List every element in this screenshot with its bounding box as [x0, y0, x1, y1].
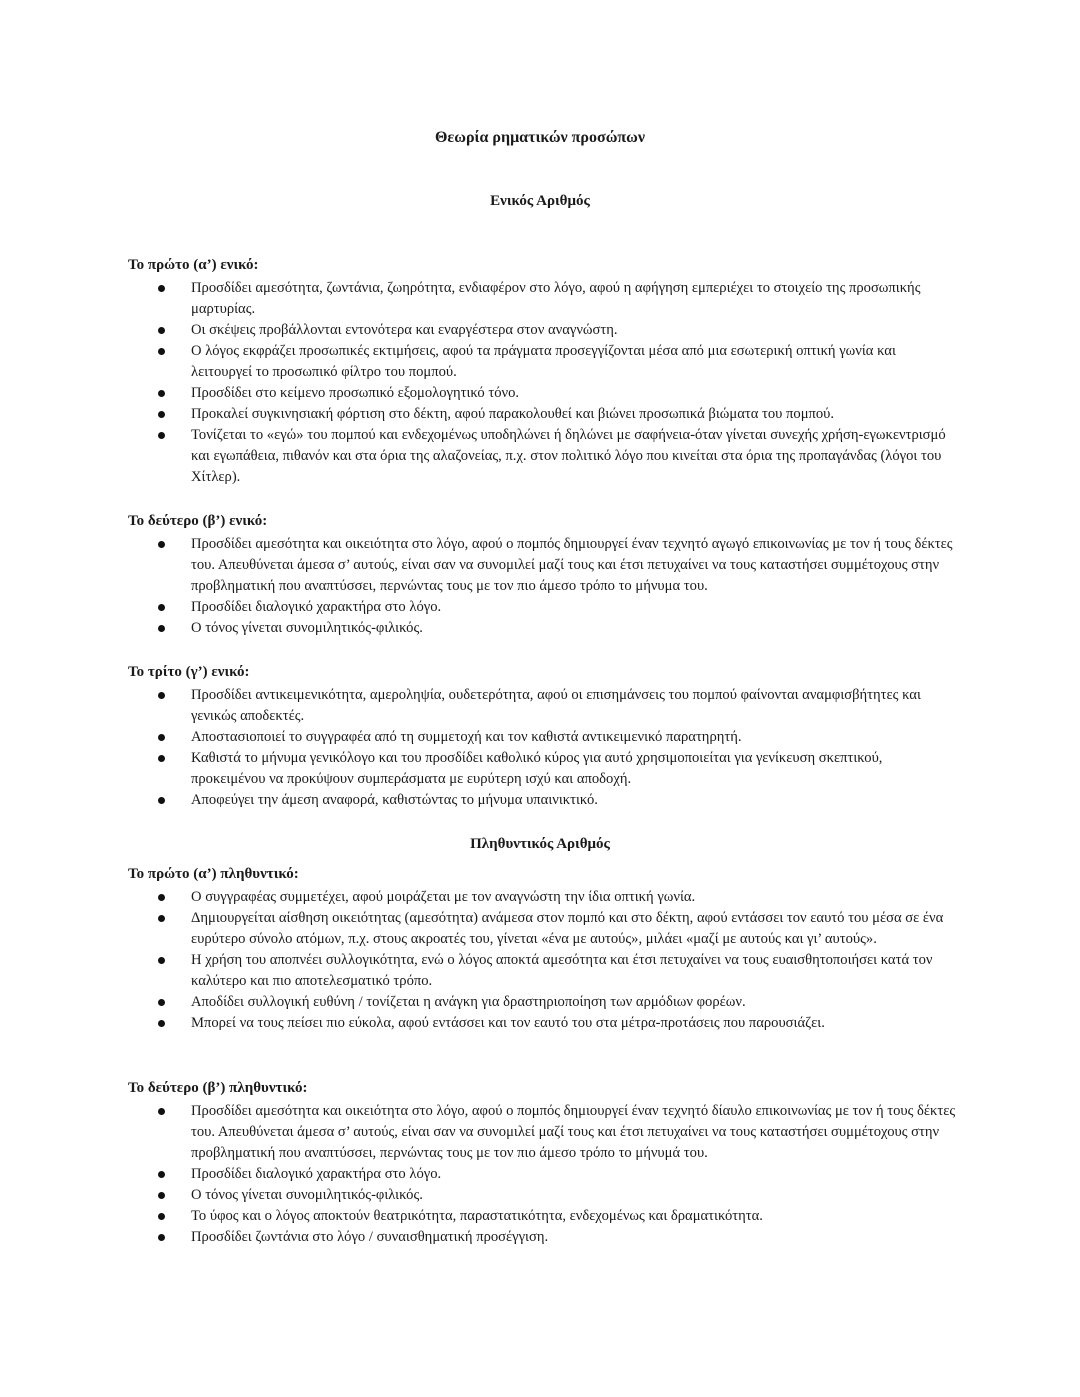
bullet-icon — [158, 1108, 165, 1115]
bullet-icon — [158, 1213, 165, 1220]
section-heading: Το πρώτο (α’) ενικό: — [128, 257, 259, 273]
bullet-icon — [158, 604, 165, 611]
bullet-list — [128, 1101, 958, 1248]
list-item — [128, 404, 958, 425]
section-heading: Το δεύτερο (β’) ενικό: — [128, 513, 268, 529]
list-item-text: Προσδίδει στο κείμενο προσωπικό εξομολογητικό τόνο. — [191, 385, 520, 401]
list-item-text: Αποδίδει συλλογική ευθύνη / τονίζεται η ανάγκη για δραστηριοποίηση των αρμόδιων φορέων. — [191, 994, 746, 1010]
list-item — [128, 908, 958, 950]
list-item — [128, 1185, 958, 1206]
list-item-text: Αποφεύγει την άμεση αναφορά, καθιστώντας το μήνυμα υπαινικτικό. — [191, 792, 598, 808]
bullet-icon — [158, 797, 165, 804]
list-item — [128, 1206, 958, 1227]
section-heading: Το δεύτερο (β’) πληθυντικό: — [128, 1080, 308, 1096]
bullet-icon — [158, 411, 165, 418]
bullet-icon — [158, 755, 165, 762]
section-second-singular — [128, 511, 958, 639]
list-item — [128, 1227, 958, 1248]
bullet-icon — [158, 1192, 165, 1199]
section-third-singular — [128, 662, 958, 811]
list-item-text: Προσδίδει διαλογικό χαρακτήρα στο λόγο. — [191, 599, 442, 615]
list-item-text: Το ύφος και ο λόγος αποκτούν θεατρικότητα, παραστατικότητα, ενδεχομένως και δραματικότητα. — [191, 1208, 763, 1224]
bullet-icon — [158, 915, 165, 922]
list-item — [128, 790, 958, 811]
list-item-text: Προσδίδει αντικειμενικότητα, αμεροληψία, ουδετερότητα, αφού οι επισημάνσεις του πομπού φαίνονται αναμφισβήτητες και γενικώς αποδεκτές. — [191, 687, 921, 724]
list-item-text: Προσδίδει διαλογικό χαρακτήρα στο λόγο. — [191, 1166, 442, 1182]
bullet-icon — [158, 432, 165, 439]
list-item-text: Η χρήση του αποπνέει συλλογικότητα, ενώ ο λόγος αποκτά αμεσότητα και έτσι πετυχαίνει να τους ευαισθητοποιήσει κατά τον καλύτερο και πιο αποτελεσματικό τρόπο. — [191, 952, 933, 989]
list-item-text: Μπορεί να τους πείσει πιο εύκολα, αφού εντάσσει και τον εαυτό του στα μέτρα-προτάσεις που παρουσιάζει. — [191, 1015, 825, 1031]
list-item-text: Προσδίδει αμεσότητα και οικειότητα στο λόγο, αφού ο πομπός δημιουργεί έναν τεχνητό αγωγό επικοινωνίας με τον ή τους δέκτες του. Απευθύνεται άμεσα σ’ αυτούς, είναι σαν να συνομιλεί μαζί τους και έτσι πετυχαίνει να τους καταστήσει συμμέτοχους στην προβληματική που αναπτύσσει, περνώντας τους με τον πιο άμεσο τρόπο το μήνυμα του. — [191, 536, 953, 594]
plural-heading: Πληθυντικός Αριθμός — [470, 836, 610, 852]
list-item — [128, 1164, 958, 1185]
bullet-icon — [158, 327, 165, 334]
list-item-text: Ο τόνος γίνεται συνομιλητικός-φιλικός. — [191, 1187, 423, 1203]
list-item — [128, 425, 958, 488]
list-item-text: Ο συγγραφέας συμμετέχει, αφού μοιράζεται με τον αναγνώστη την ίδια οπτική γωνία. — [191, 889, 696, 905]
bullet-icon — [158, 1020, 165, 1027]
list-item — [128, 320, 958, 341]
list-item-text: Προσδίδει ζωντάνια στο λόγο / συναισθηματική προσέγγιση. — [191, 1229, 549, 1245]
bullet-list — [128, 685, 958, 811]
list-item-text: Οι σκέψεις προβάλλονται εντονότερα και εναργέστερα στον αναγνώστη. — [191, 322, 618, 338]
section-heading: Το πρώτο (α’) πληθυντικό: — [128, 866, 299, 882]
document-title: Θεωρία ρηματικών προσώπων — [434, 129, 645, 146]
bullet-icon — [158, 692, 165, 699]
section-heading: Το τρίτο (γ’) ενικό: — [128, 664, 250, 680]
section-first-singular — [128, 255, 958, 488]
list-item — [128, 534, 958, 597]
list-item — [128, 887, 958, 908]
list-item-text: Τονίζεται το «εγώ» του πομπού και ενδεχομένως υποδηλώνει ή δηλώνει με σαφήνεια-όταν γίνεται συνεχής χρήση-εγωκεντρισμό και εγωπάθεια, πιθανόν και στα όρια της αλαζονείας, π.χ. στον πολιτικό λόγο που κινείται στα όρια της προπαγάνδας (λόγοι του Χίτλερ). — [191, 427, 946, 485]
bullet-icon — [158, 625, 165, 632]
list-item — [128, 1101, 958, 1164]
list-item — [128, 278, 958, 320]
list-item — [128, 341, 958, 383]
list-item-text: Προκαλεί συγκινησιακή φόρτιση στο δέκτη, αφού παρακολουθεί και βιώνει προσωπικά βιώματα του πομπού. — [191, 406, 835, 422]
bullet-icon — [158, 541, 165, 548]
list-item — [128, 1013, 958, 1034]
list-item — [128, 618, 958, 639]
singular-heading: Ενικός Αριθμός — [490, 193, 590, 209]
list-item-text: Δημιουργείται αίσθηση οικειότητας (αμεσότητα) ανάμεσα στον πομπό και στο δέκτη, αφού εντάσσει τον εαυτό του μέσα σε ένα ευρύτερο σύνολο ατόμων, π.χ. στους ακροατές του, γίνεται «ένα με αυτούς», μιλάει «μαζί με αυτούς και γι’ αυτούς». — [191, 910, 944, 947]
bullet-icon — [158, 957, 165, 964]
list-item-text: Προσδίδει αμεσότητα και οικειότητα στο λόγο, αφού ο πομπός δημιουργεί έναν τεχνητό δίαυλο επικοινωνίας με τον ή τους δέκτες του. Απευθύνεται άμεσα σ’ αυτούς, είναι σαν να συνομιλεί μαζί τους και έτσι πετυχαίνει να τους καταστήσει συμμέτοχους στην προβληματική που αναπτύσσει, περνώντας τους με τον πιο άμεσο τρόπο το μήνυμά του. — [191, 1103, 956, 1161]
list-item — [128, 950, 958, 992]
bullet-icon — [158, 285, 165, 292]
list-item — [128, 727, 958, 748]
bullet-list — [128, 278, 958, 488]
section-first-plural — [128, 864, 958, 1034]
bullet-icon — [158, 348, 165, 355]
bullet-icon — [158, 894, 165, 901]
list-item — [128, 597, 958, 618]
list-item — [128, 685, 958, 727]
list-item — [128, 748, 958, 790]
bullet-icon — [158, 1171, 165, 1178]
list-item — [128, 383, 958, 404]
list-item-text: Ο τόνος γίνεται συνομιλητικός-φιλικός. — [191, 620, 423, 636]
list-item-text: Ο λόγος εκφράζει προσωπικές εκτιμήσεις, αφού τα πράγματα προσεγγίζονται μέσα από μια εσωτερική οπτική γωνία και λειτουργεί το προσωπικό φίλτρο του πομπού. — [191, 343, 896, 380]
bullet-icon — [158, 390, 165, 397]
bullet-icon — [158, 1234, 165, 1241]
bullet-icon — [158, 999, 165, 1006]
bullet-list — [128, 887, 958, 1034]
list-item — [128, 992, 958, 1013]
bullet-list — [128, 534, 958, 639]
bullet-icon — [158, 734, 165, 741]
list-item-text: Προσδίδει αμεσότητα, ζωντάνια, ζωηρότητα, ενδιαφέρον στο λόγο, αφού η αφήγηση εμπεριέχει το στοιχείο της προσωπικής μαρτυρίας. — [191, 280, 921, 317]
list-item-text: Αποστασιοποιεί το συγγραφέα από τη συμμετοχή και τον καθιστά αντικειμενικό παρατηρητή. — [191, 729, 742, 745]
list-item-text: Καθιστά το μήνυμα γενικόλογο και του προσδίδει καθολικό κύρος για αυτό χρησιμοποιείται για γενίκευση σκεπτικού, προκειμένου να προκύψουν συμπεράσματα με ευρύτερη ισχύ και αποδοχή. — [191, 750, 883, 787]
section-second-plural — [128, 1078, 958, 1248]
